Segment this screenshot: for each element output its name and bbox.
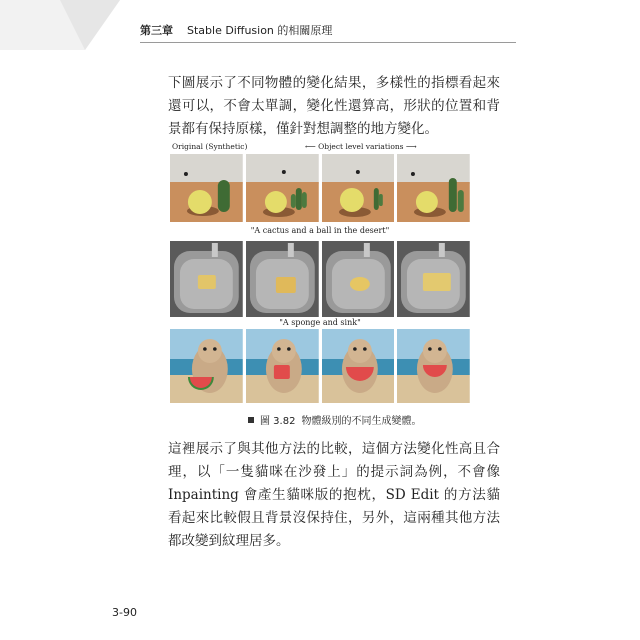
- desert-tile: [170, 154, 243, 222]
- sink-tile: [397, 241, 470, 317]
- hamster-tile: [397, 329, 470, 403]
- bullet-square-icon: [248, 417, 254, 423]
- caption-desert: "A cactus and a ball in the desert": [250, 226, 390, 235]
- paragraph-text: 這裡展示了與其他方法的比較，這個方法變化性高且合理，以「一隻貓咪在沙發上」的提示詞為例，不會像 Inpainting 會產生貓咪版的抱枕，SD Edit 的方法貓看起來比較假且背景沒保持住，另外，這兩種其他方法都改變到紋理居多。: [168, 441, 500, 549]
- body-paragraph-1: [140, 72, 500, 141]
- body-paragraph-2: [140, 438, 500, 553]
- caption-sink: "A sponge and sink": [279, 318, 361, 327]
- sink-tile: [246, 241, 319, 317]
- chapter-title: Stable Diffusion 的相關原理: [187, 24, 333, 37]
- desert-tile: [397, 154, 470, 222]
- chapter-label: 第三章: [140, 24, 173, 37]
- label-original: Original (Synthetic): [172, 142, 248, 151]
- paragraph-text: 下圖展示了不同物體的變化結果，多樣性的指標看起來還可以，不會太單調，變化性還算高，形狀的位置和背景都有保持原樣，僅針對想調整的地方變化。: [168, 75, 500, 137]
- figure-caption: [248, 412, 421, 427]
- page-number: 3-90: [112, 606, 137, 619]
- figure-header: [170, 142, 470, 154]
- figure-3-82: [170, 142, 470, 404]
- figure-caption-text: 物體級別的不同生成變體。: [301, 416, 422, 427]
- desert-tile: [246, 154, 319, 222]
- hamster-tile: [322, 329, 395, 403]
- desert-row: [170, 154, 470, 222]
- sink-row: [170, 241, 470, 317]
- sink-tile: [322, 241, 395, 317]
- hamster-tile: [170, 329, 243, 403]
- label-variations: ⟵ Object level variations ⟶: [305, 142, 417, 151]
- desert-tile: [322, 154, 395, 222]
- page-corner-decoration: [0, 0, 120, 50]
- sink-tile: [170, 241, 243, 317]
- hamster-row: [170, 329, 470, 403]
- page-header: [140, 22, 516, 43]
- hamster-tile: [246, 329, 319, 403]
- figure-number: 圖 3.82: [260, 416, 296, 427]
